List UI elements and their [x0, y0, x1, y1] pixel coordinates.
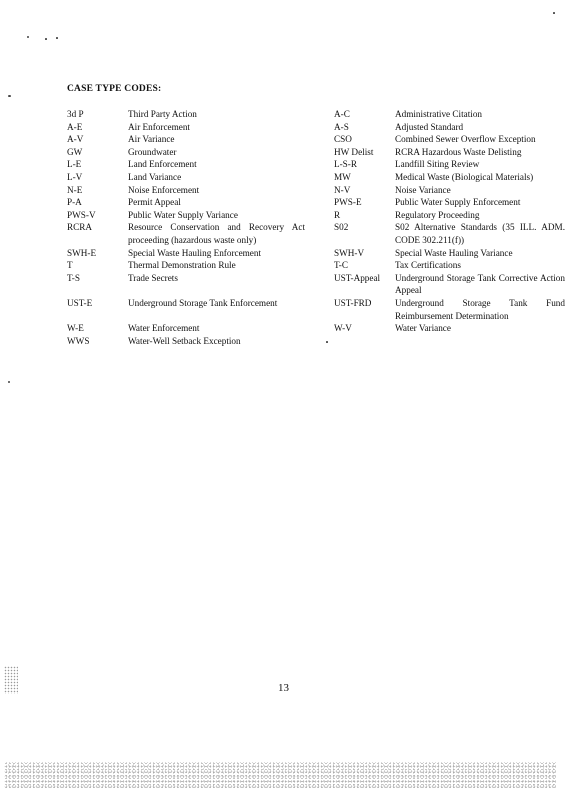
case-code: A-S — [334, 121, 349, 132]
case-description: Underground Storage Tank Fund Reimbursement Determination — [395, 297, 565, 321]
code-row — [334, 272, 565, 297]
code-row — [334, 108, 562, 121]
case-code: W-E — [67, 323, 84, 334]
case-code: PWS-E — [334, 197, 362, 208]
case-description: Land Variance — [128, 171, 182, 182]
scan-noise-mark — [4, 666, 18, 694]
case-description: S02 Alternative Standards (35 ILL. ADM. CODE 302.211(f)) — [395, 222, 565, 245]
code-row — [67, 171, 312, 184]
code-row — [67, 158, 312, 171]
case-description: Water Enforcement — [128, 323, 200, 334]
case-description: Regulatory Proceeding — [395, 209, 480, 220]
code-row — [334, 121, 562, 134]
case-description: Air Enforcement — [128, 121, 190, 132]
code-row — [67, 259, 312, 272]
case-code: R — [334, 209, 341, 220]
case-description: Special Waste Hauling Variance — [395, 247, 513, 258]
case-code: L-V — [67, 171, 83, 182]
case-code: RCRA — [67, 222, 93, 233]
case-description: Underground Storage Tank Enforcement — [128, 297, 278, 308]
case-code: N-V — [334, 184, 351, 195]
case-code: T-C — [334, 260, 348, 271]
case-code: PWS-V — [67, 209, 96, 220]
code-row — [67, 335, 312, 348]
code-row — [67, 108, 312, 121]
case-code: MW — [334, 171, 351, 182]
case-description: Land Enforcement — [128, 159, 197, 170]
case-description: RCRA Hazardous Waste Delisting — [395, 146, 522, 157]
page-heading: CASE TYPE CODES: — [67, 84, 162, 94]
case-description: Thermal Demonstration Rule — [128, 260, 236, 271]
case-description: Permit Appeal — [128, 197, 181, 208]
code-row — [67, 146, 312, 159]
code-row — [334, 184, 562, 197]
case-code: SWH-V — [334, 247, 365, 258]
scan-speck — [8, 95, 11, 97]
scan-noise-strip — [4, 762, 556, 788]
code-row — [334, 171, 562, 184]
case-code: SWH-E — [67, 247, 97, 258]
case-code: UST-E — [67, 297, 93, 308]
case-code: UST-Appeal — [334, 272, 381, 283]
code-row — [67, 133, 312, 146]
case-code: S02 — [334, 222, 349, 233]
case-code: GW — [67, 146, 83, 157]
code-row — [334, 259, 562, 272]
case-code: N-E — [67, 184, 83, 195]
code-row — [67, 196, 312, 209]
code-row — [334, 322, 562, 335]
case-code: W-V — [334, 323, 352, 334]
case-code: A-E — [67, 121, 83, 132]
case-code: L-S-R — [334, 159, 357, 170]
case-code: HW Delist — [334, 146, 374, 157]
case-code: 3d P — [67, 109, 84, 119]
case-description: Resource Conservation and Recovery Act proceeding (hazardous waste only) — [128, 222, 305, 245]
code-row — [334, 247, 562, 260]
scan-speck — [56, 37, 58, 39]
code-row — [67, 297, 312, 310]
case-description: Combined Sewer Overflow Exception — [395, 134, 536, 145]
case-code: L-E — [67, 159, 82, 170]
code-row — [67, 272, 312, 285]
case-description: Noise Enforcement — [128, 184, 200, 195]
scan-speck — [8, 381, 10, 383]
case-description: Medical Waste (Biological Materials) — [395, 171, 534, 182]
code-row — [334, 158, 562, 171]
case-code: P-A — [67, 197, 82, 208]
code-row — [67, 247, 312, 260]
case-description: Water-Well Setback Exception — [128, 335, 241, 346]
case-codes-right-column — [334, 108, 565, 335]
case-description: Noise Variance — [395, 184, 451, 195]
case-code: A-C — [334, 109, 350, 119]
code-row — [334, 297, 565, 322]
case-description: Third Party Action — [128, 109, 197, 119]
case-description: Trade Secrets — [128, 272, 178, 283]
case-description: Public Water Supply Enforcement — [395, 197, 521, 208]
case-description: Adjusted Standard — [395, 121, 464, 132]
code-row — [334, 196, 562, 209]
case-code: WWS — [67, 335, 90, 346]
case-code: CSO — [334, 134, 352, 145]
code-row — [67, 221, 312, 246]
case-description: Public Water Supply Variance — [128, 209, 238, 220]
scan-speck — [553, 12, 555, 14]
row-spacer — [67, 310, 312, 323]
code-row — [67, 184, 312, 197]
case-description: Administrative Citation — [395, 109, 483, 119]
case-code: UST-FRD — [334, 297, 372, 308]
case-description: Special Waste Hauling Enforcement — [128, 247, 262, 258]
case-description: Tax Certifications — [395, 260, 461, 271]
row-spacer — [67, 284, 312, 297]
case-code: T-S — [67, 272, 80, 283]
case-description: Water Variance — [395, 323, 451, 334]
case-code: T — [67, 260, 73, 271]
scan-speck — [326, 341, 328, 343]
code-row — [334, 221, 565, 246]
code-row — [334, 146, 562, 159]
page-number: 13 — [278, 682, 289, 694]
scan-speck — [27, 36, 29, 38]
case-code: A-V — [67, 134, 84, 145]
code-row — [67, 322, 312, 335]
code-row — [334, 209, 562, 222]
case-codes-left-column — [67, 108, 312, 347]
code-row — [67, 209, 312, 222]
case-description: Groundwater — [128, 146, 177, 157]
case-description: Air Variance — [128, 134, 175, 145]
scan-speck — [45, 38, 47, 40]
case-description: Landfill Siting Review — [395, 159, 480, 170]
case-description: Underground Storage Tank Corrective Action Appeal — [395, 272, 565, 296]
code-row — [334, 133, 562, 146]
code-row — [67, 121, 312, 134]
